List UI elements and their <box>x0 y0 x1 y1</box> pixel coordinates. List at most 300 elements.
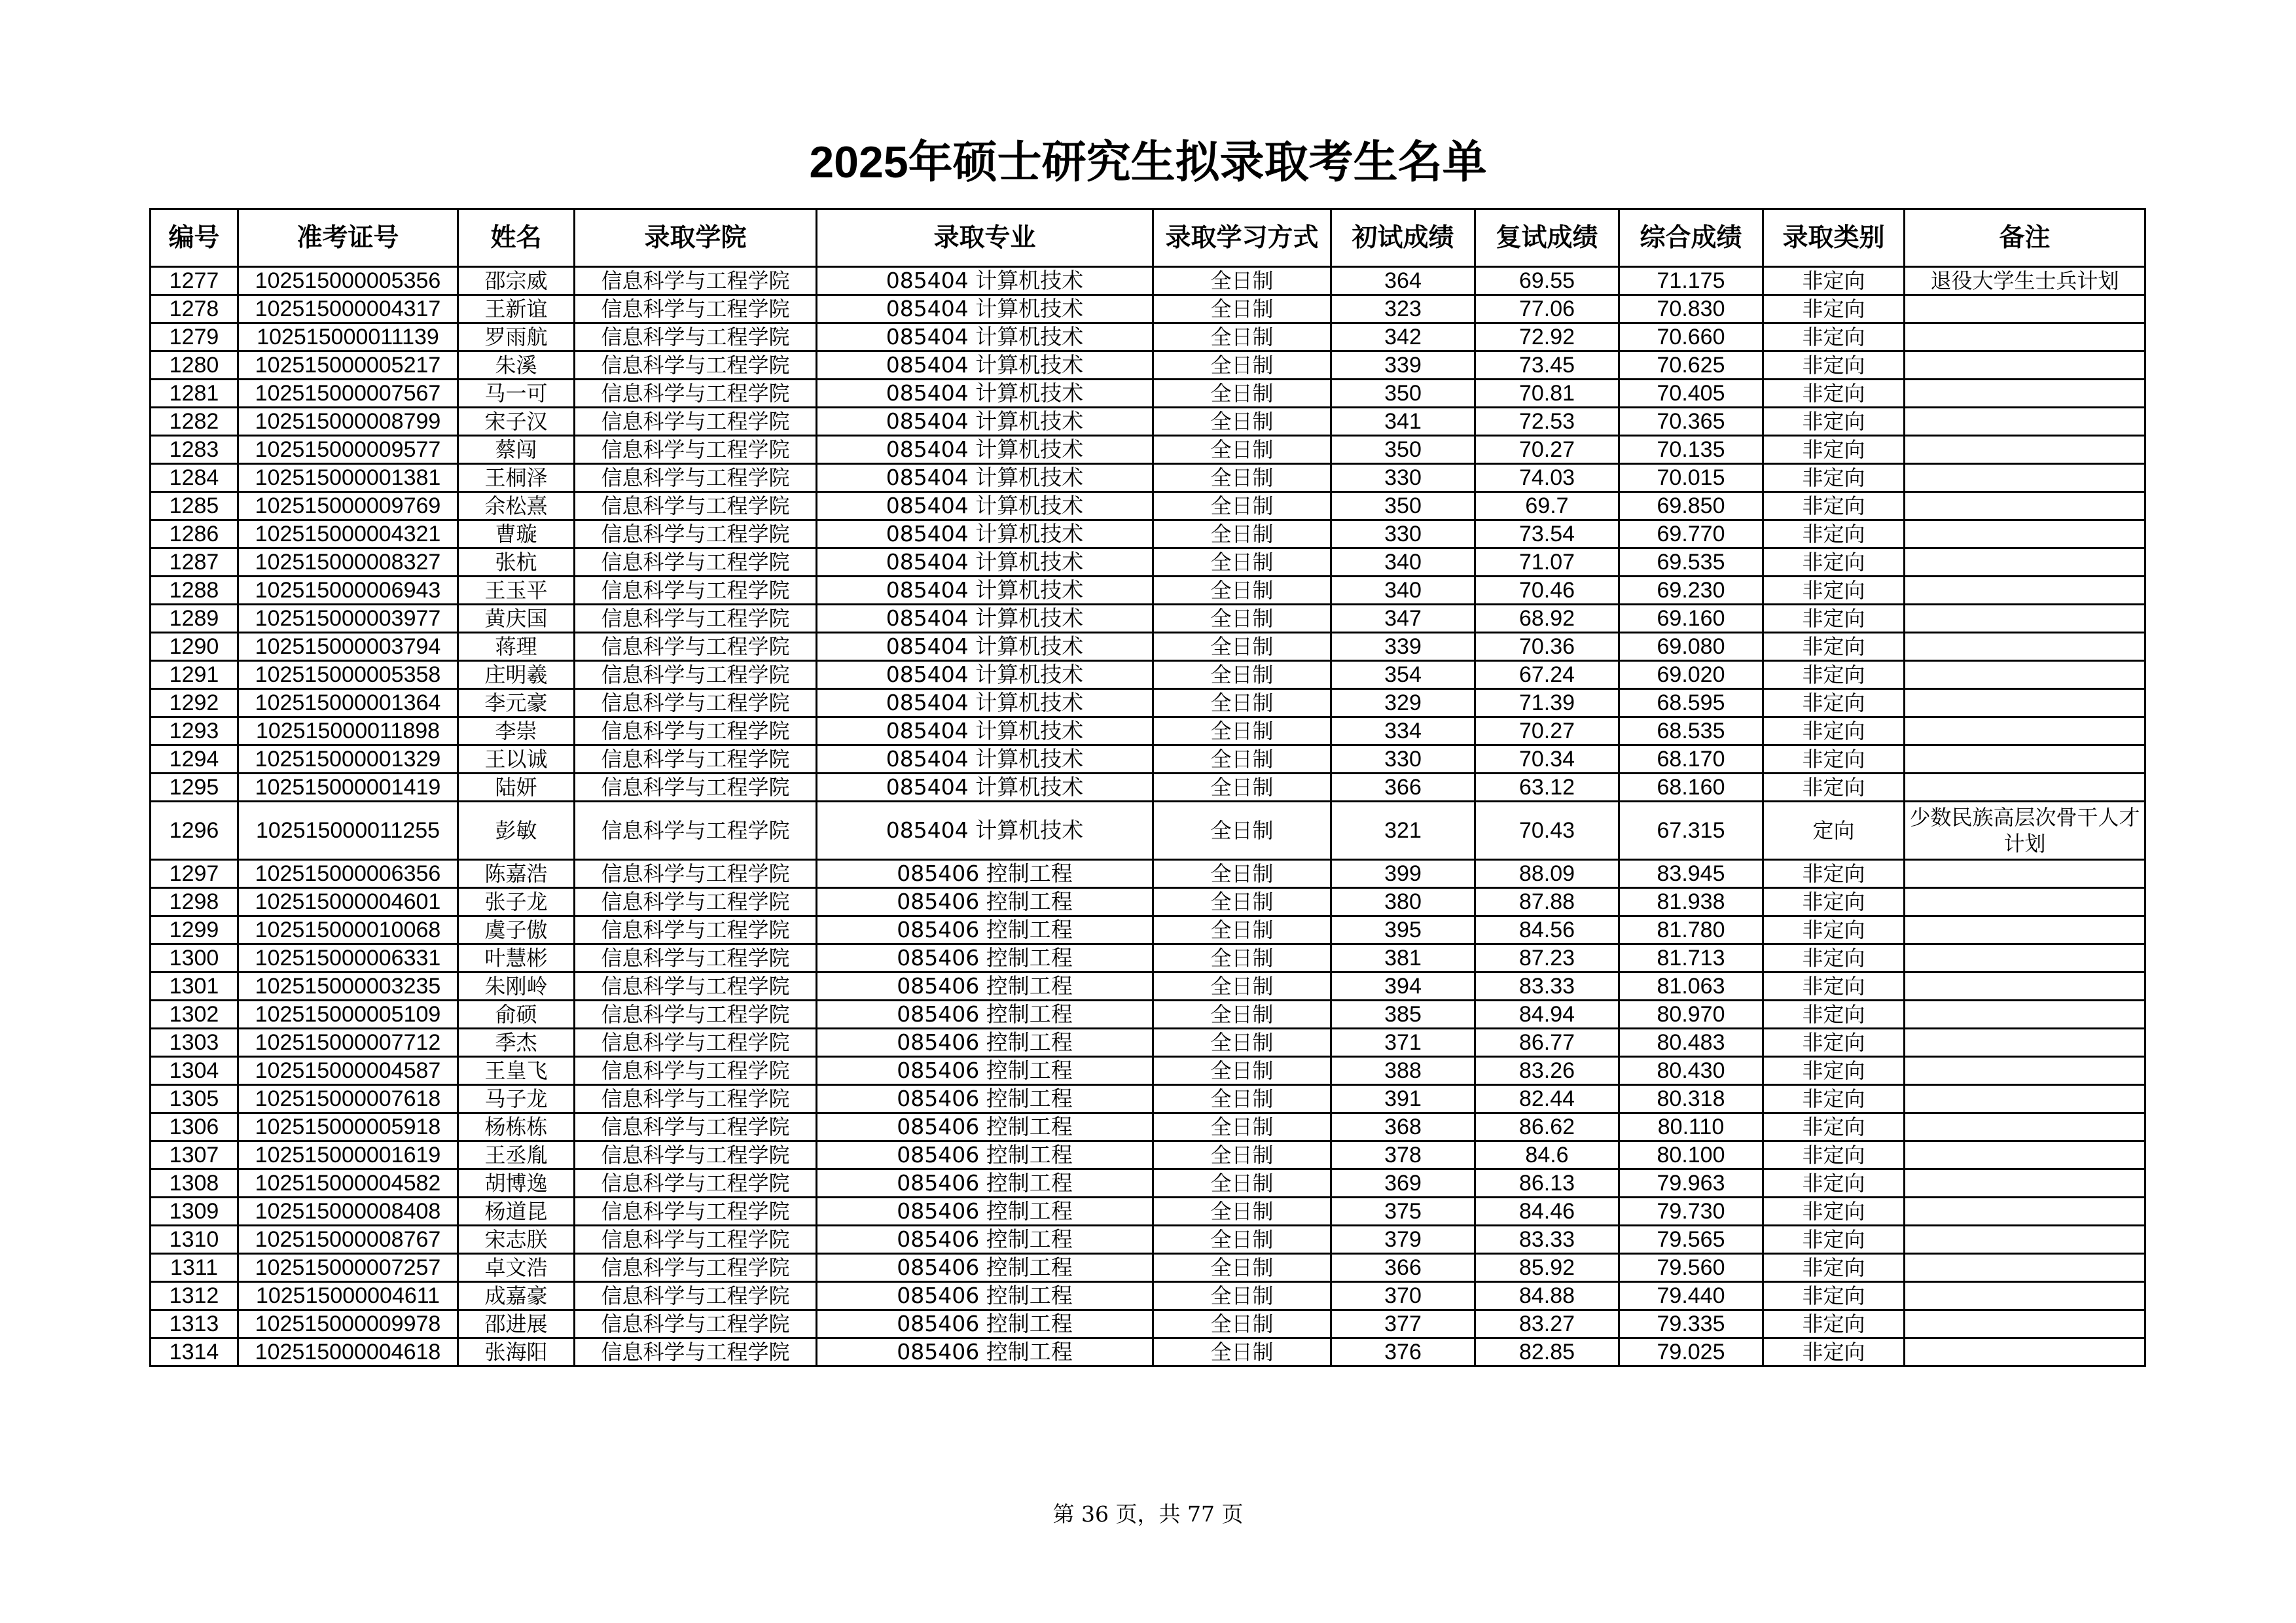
cell-retest-score: 87.23 <box>1475 944 1619 972</box>
cell-major: 085404 计算机技术 <box>817 633 1153 661</box>
cell-initial-score: 334 <box>1331 717 1475 745</box>
cell-number: 1298 <box>151 888 238 916</box>
cell-initial-score: 340 <box>1331 577 1475 605</box>
cell-retest-score: 84.94 <box>1475 1001 1619 1029</box>
table-row <box>151 916 2145 944</box>
cell-major: 085404 计算机技术 <box>817 520 1153 548</box>
cell-retest-score: 82.44 <box>1475 1085 1619 1113</box>
cell-total-score: 68.160 <box>1619 774 1763 802</box>
cell-remarks <box>1905 1029 2145 1057</box>
cell-retest-score: 84.88 <box>1475 1282 1619 1310</box>
table-row <box>151 492 2145 520</box>
cell-number: 1292 <box>151 689 238 717</box>
cell-category: 非定向 <box>1763 860 1905 888</box>
cell-name: 宋子汉 <box>458 408 575 436</box>
cell-category: 非定向 <box>1763 1282 1905 1310</box>
header-cell-exam-id: 准考证号 <box>238 209 458 267</box>
cell-remarks <box>1905 860 2145 888</box>
cell-college: 信息科学与工程学院 <box>575 492 817 520</box>
cell-major: 085404 计算机技术 <box>817 351 1153 380</box>
table-row <box>151 464 2145 492</box>
cell-remarks <box>1905 351 2145 380</box>
cell-name: 张杭 <box>458 548 575 577</box>
cell-remarks <box>1905 408 2145 436</box>
cell-name: 马子龙 <box>458 1085 575 1113</box>
cell-remarks <box>1905 464 2145 492</box>
cell-category: 非定向 <box>1763 408 1905 436</box>
cell-remarks <box>1905 605 2145 633</box>
cell-category: 非定向 <box>1763 972 1905 1001</box>
cell-study-mode: 全日制 <box>1153 745 1331 774</box>
table-row <box>151 520 2145 548</box>
table-row <box>151 802 2145 860</box>
cell-remarks <box>1905 1169 2145 1198</box>
cell-major: 085404 计算机技术 <box>817 605 1153 633</box>
cell-college: 信息科学与工程学院 <box>575 745 817 774</box>
cell-retest-score: 73.54 <box>1475 520 1619 548</box>
table-row <box>151 633 2145 661</box>
cell-retest-score: 86.62 <box>1475 1113 1619 1141</box>
cell-exam-id: 102515000006356 <box>238 860 458 888</box>
cell-retest-score: 67.24 <box>1475 661 1619 689</box>
cell-study-mode: 全日制 <box>1153 1338 1331 1366</box>
header-cell-study-mode: 录取学习方式 <box>1153 209 1331 267</box>
cell-major: 085406 控制工程 <box>817 1057 1153 1085</box>
cell-college: 信息科学与工程学院 <box>575 774 817 802</box>
cell-name: 庄明羲 <box>458 661 575 689</box>
cell-exam-id: 102515000005109 <box>238 1001 458 1029</box>
cell-name: 杨栋栋 <box>458 1113 575 1141</box>
cell-major: 085404 计算机技术 <box>817 774 1153 802</box>
cell-number: 1286 <box>151 520 238 548</box>
cell-name: 朱刚岭 <box>458 972 575 1001</box>
cell-college: 信息科学与工程学院 <box>575 689 817 717</box>
cell-name: 叶慧彬 <box>458 944 575 972</box>
cell-category: 非定向 <box>1763 1057 1905 1085</box>
cell-remarks <box>1905 774 2145 802</box>
cell-exam-id: 102515000001329 <box>238 745 458 774</box>
cell-major: 085404 计算机技术 <box>817 323 1153 351</box>
page-footer: 第 36 页，共 77 页 <box>1052 1501 1244 1527</box>
header-row <box>151 209 2145 267</box>
cell-total-score: 70.625 <box>1619 351 1763 380</box>
cell-remarks <box>1905 1254 2145 1282</box>
cell-retest-score: 83.27 <box>1475 1310 1619 1338</box>
cell-number: 1307 <box>151 1141 238 1169</box>
cell-exam-id: 102515000007567 <box>238 380 458 408</box>
cell-major: 085404 计算机技术 <box>817 661 1153 689</box>
cell-number: 1314 <box>151 1338 238 1366</box>
table-row <box>151 745 2145 774</box>
cell-number: 1306 <box>151 1113 238 1141</box>
cell-name: 虞子傲 <box>458 916 575 944</box>
cell-study-mode: 全日制 <box>1153 972 1331 1001</box>
cell-category: 非定向 <box>1763 1113 1905 1141</box>
cell-remarks <box>1905 1282 2145 1310</box>
cell-total-score: 79.440 <box>1619 1282 1763 1310</box>
table-row <box>151 717 2145 745</box>
cell-name: 张海阳 <box>458 1338 575 1366</box>
cell-college: 信息科学与工程学院 <box>575 1226 817 1254</box>
cell-major: 085406 控制工程 <box>817 1169 1153 1198</box>
cell-remarks <box>1905 661 2145 689</box>
cell-major: 085404 计算机技术 <box>817 577 1153 605</box>
table-row <box>151 267 2145 295</box>
cell-major: 085406 控制工程 <box>817 972 1153 1001</box>
cell-college: 信息科学与工程学院 <box>575 944 817 972</box>
table-row <box>151 1001 2145 1029</box>
cell-study-mode: 全日制 <box>1153 436 1331 464</box>
table-row <box>151 1338 2145 1366</box>
cell-name: 邵宗威 <box>458 267 575 295</box>
cell-major: 085406 控制工程 <box>817 916 1153 944</box>
cell-total-score: 83.945 <box>1619 860 1763 888</box>
cell-college: 信息科学与工程学院 <box>575 916 817 944</box>
cell-major: 085404 计算机技术 <box>817 802 1153 860</box>
header-cell-number: 编号 <box>151 209 238 267</box>
cell-total-score: 81.713 <box>1619 944 1763 972</box>
cell-retest-score: 70.27 <box>1475 717 1619 745</box>
table-row <box>151 1254 2145 1282</box>
cell-number: 1304 <box>151 1057 238 1085</box>
cell-number: 1313 <box>151 1310 238 1338</box>
cell-retest-score: 70.36 <box>1475 633 1619 661</box>
cell-exam-id: 102515000001364 <box>238 689 458 717</box>
cell-exam-id: 102515000004321 <box>238 520 458 548</box>
cell-total-score: 79.963 <box>1619 1169 1763 1198</box>
cell-remarks <box>1905 1198 2145 1226</box>
cell-category: 非定向 <box>1763 380 1905 408</box>
cell-exam-id: 102515000011898 <box>238 717 458 745</box>
cell-category: 非定向 <box>1763 1141 1905 1169</box>
cell-category: 非定向 <box>1763 689 1905 717</box>
cell-study-mode: 全日制 <box>1153 1198 1331 1226</box>
cell-total-score: 69.535 <box>1619 548 1763 577</box>
cell-total-score: 70.660 <box>1619 323 1763 351</box>
cell-exam-id: 102515000007257 <box>238 1254 458 1282</box>
admission-table <box>149 208 2146 1367</box>
cell-initial-score: 330 <box>1331 464 1475 492</box>
cell-total-score: 80.430 <box>1619 1057 1763 1085</box>
cell-retest-score: 84.46 <box>1475 1198 1619 1226</box>
cell-study-mode: 全日制 <box>1153 1001 1331 1029</box>
cell-number: 1310 <box>151 1226 238 1254</box>
cell-number: 1301 <box>151 972 238 1001</box>
cell-remarks <box>1905 717 2145 745</box>
cell-retest-score: 82.85 <box>1475 1338 1619 1366</box>
table-row <box>151 661 2145 689</box>
cell-initial-score: 371 <box>1331 1029 1475 1057</box>
cell-study-mode: 全日制 <box>1153 1282 1331 1310</box>
cell-remarks <box>1905 520 2145 548</box>
cell-name: 张子龙 <box>458 888 575 916</box>
cell-remarks <box>1905 888 2145 916</box>
cell-initial-score: 391 <box>1331 1085 1475 1113</box>
cell-study-mode: 全日制 <box>1153 888 1331 916</box>
cell-study-mode: 全日制 <box>1153 1057 1331 1085</box>
cell-study-mode: 全日制 <box>1153 1029 1331 1057</box>
header-cell-category: 录取类别 <box>1763 209 1905 267</box>
table-row <box>151 689 2145 717</box>
cell-study-mode: 全日制 <box>1153 1310 1331 1338</box>
cell-study-mode: 全日制 <box>1153 633 1331 661</box>
cell-initial-score: 369 <box>1331 1169 1475 1198</box>
cell-exam-id: 102515000003235 <box>238 972 458 1001</box>
cell-category: 非定向 <box>1763 1001 1905 1029</box>
cell-name: 王桐泽 <box>458 464 575 492</box>
cell-total-score: 81.780 <box>1619 916 1763 944</box>
cell-retest-score: 83.33 <box>1475 1226 1619 1254</box>
cell-remarks <box>1905 1226 2145 1254</box>
cell-exam-id: 102515000005358 <box>238 661 458 689</box>
cell-category: 非定向 <box>1763 577 1905 605</box>
cell-initial-score: 323 <box>1331 295 1475 323</box>
cell-major: 085404 计算机技术 <box>817 492 1153 520</box>
cell-category: 非定向 <box>1763 605 1905 633</box>
cell-major: 085406 控制工程 <box>817 1029 1153 1057</box>
cell-category: 非定向 <box>1763 1254 1905 1282</box>
cell-name: 杨道昆 <box>458 1198 575 1226</box>
cell-major: 085404 计算机技术 <box>817 267 1153 295</box>
cell-major: 085406 控制工程 <box>817 860 1153 888</box>
cell-number: 1294 <box>151 745 238 774</box>
cell-number: 1283 <box>151 436 238 464</box>
cell-retest-score: 69.7 <box>1475 492 1619 520</box>
cell-exam-id: 102515000009978 <box>238 1310 458 1338</box>
cell-number: 1293 <box>151 717 238 745</box>
cell-category: 非定向 <box>1763 436 1905 464</box>
cell-exam-id: 102515000008767 <box>238 1226 458 1254</box>
cell-name: 李元豪 <box>458 689 575 717</box>
cell-remarks <box>1905 323 2145 351</box>
cell-major: 085406 控制工程 <box>817 1338 1153 1366</box>
cell-retest-score: 72.92 <box>1475 323 1619 351</box>
cell-retest-score: 70.81 <box>1475 380 1619 408</box>
cell-major: 085406 控制工程 <box>817 1113 1153 1141</box>
header-cell-total-score: 综合成绩 <box>1619 209 1763 267</box>
cell-college: 信息科学与工程学院 <box>575 267 817 295</box>
cell-initial-score: 354 <box>1331 661 1475 689</box>
cell-major: 085404 计算机技术 <box>817 745 1153 774</box>
cell-number: 1312 <box>151 1282 238 1310</box>
cell-number: 1311 <box>151 1254 238 1282</box>
cell-exam-id: 102515000004317 <box>238 295 458 323</box>
cell-college: 信息科学与工程学院 <box>575 802 817 860</box>
cell-total-score: 80.970 <box>1619 1001 1763 1029</box>
cell-major: 085406 控制工程 <box>817 888 1153 916</box>
cell-initial-score: 378 <box>1331 1141 1475 1169</box>
cell-total-score: 79.565 <box>1619 1226 1763 1254</box>
cell-exam-id: 102515000003977 <box>238 605 458 633</box>
cell-study-mode: 全日制 <box>1153 351 1331 380</box>
cell-category: 非定向 <box>1763 1310 1905 1338</box>
table-row <box>151 944 2145 972</box>
cell-major: 085406 控制工程 <box>817 1226 1153 1254</box>
cell-exam-id: 102515000003794 <box>238 633 458 661</box>
cell-study-mode: 全日制 <box>1153 774 1331 802</box>
cell-college: 信息科学与工程学院 <box>575 1310 817 1338</box>
cell-study-mode: 全日制 <box>1153 577 1331 605</box>
cell-category: 非定向 <box>1763 717 1905 745</box>
cell-remarks <box>1905 380 2145 408</box>
cell-exam-id: 102515000008799 <box>238 408 458 436</box>
cell-exam-id: 102515000006331 <box>238 944 458 972</box>
cell-category: 非定向 <box>1763 464 1905 492</box>
cell-college: 信息科学与工程学院 <box>575 520 817 548</box>
cell-number: 1277 <box>151 267 238 295</box>
cell-number: 1309 <box>151 1198 238 1226</box>
cell-major: 085404 计算机技术 <box>817 548 1153 577</box>
cell-category: 非定向 <box>1763 1226 1905 1254</box>
cell-study-mode: 全日制 <box>1153 1085 1331 1113</box>
cell-remarks <box>1905 1057 2145 1085</box>
cell-remarks <box>1905 1113 2145 1141</box>
cell-total-score: 80.110 <box>1619 1113 1763 1141</box>
page-title: 2025年硕士研究生拟录取考生名单 <box>809 137 1487 187</box>
cell-study-mode: 全日制 <box>1153 944 1331 972</box>
cell-retest-score: 83.33 <box>1475 972 1619 1001</box>
cell-exam-id: 102515000004582 <box>238 1169 458 1198</box>
cell-retest-score: 77.06 <box>1475 295 1619 323</box>
cell-number: 1300 <box>151 944 238 972</box>
cell-name: 王玉平 <box>458 577 575 605</box>
cell-college: 信息科学与工程学院 <box>575 1254 817 1282</box>
cell-total-score: 70.015 <box>1619 464 1763 492</box>
cell-total-score: 81.063 <box>1619 972 1763 1001</box>
cell-total-score: 67.315 <box>1619 802 1763 860</box>
cell-name: 王丞胤 <box>458 1141 575 1169</box>
cell-study-mode: 全日制 <box>1153 860 1331 888</box>
cell-major: 085404 计算机技术 <box>817 380 1153 408</box>
cell-total-score: 80.483 <box>1619 1029 1763 1057</box>
cell-college: 信息科学与工程学院 <box>575 323 817 351</box>
cell-exam-id: 102515000004587 <box>238 1057 458 1085</box>
cell-college: 信息科学与工程学院 <box>575 380 817 408</box>
cell-category: 非定向 <box>1763 944 1905 972</box>
cell-study-mode: 全日制 <box>1153 295 1331 323</box>
cell-initial-score: 366 <box>1331 1254 1475 1282</box>
cell-major: 085406 控制工程 <box>817 1085 1153 1113</box>
table-row <box>151 1141 2145 1169</box>
cell-remarks <box>1905 548 2145 577</box>
cell-number: 1291 <box>151 661 238 689</box>
cell-category: 非定向 <box>1763 745 1905 774</box>
cell-name: 陈嘉浩 <box>458 860 575 888</box>
cell-major: 085404 计算机技术 <box>817 717 1153 745</box>
cell-initial-score: 339 <box>1331 633 1475 661</box>
cell-total-score: 81.938 <box>1619 888 1763 916</box>
cell-major: 085406 控制工程 <box>817 1001 1153 1029</box>
cell-study-mode: 全日制 <box>1153 916 1331 944</box>
cell-category: 非定向 <box>1763 1169 1905 1198</box>
cell-remarks <box>1905 1310 2145 1338</box>
cell-initial-score: 342 <box>1331 323 1475 351</box>
cell-exam-id: 102515000005217 <box>238 351 458 380</box>
cell-retest-score: 70.43 <box>1475 802 1619 860</box>
cell-initial-score: 366 <box>1331 774 1475 802</box>
cell-name: 余松熹 <box>458 492 575 520</box>
table-row <box>151 888 2145 916</box>
cell-major: 085404 计算机技术 <box>817 295 1153 323</box>
cell-retest-score: 72.53 <box>1475 408 1619 436</box>
cell-total-score: 79.560 <box>1619 1254 1763 1282</box>
cell-study-mode: 全日制 <box>1153 464 1331 492</box>
cell-college: 信息科学与工程学院 <box>575 1169 817 1198</box>
table-row <box>151 380 2145 408</box>
cell-name: 彭敏 <box>458 802 575 860</box>
header-cell-remarks: 备注 <box>1905 209 2145 267</box>
cell-exam-id: 102515000001381 <box>238 464 458 492</box>
cell-college: 信息科学与工程学院 <box>575 1141 817 1169</box>
cell-number: 1299 <box>151 916 238 944</box>
cell-exam-id: 102515000007712 <box>238 1029 458 1057</box>
cell-retest-score: 86.77 <box>1475 1029 1619 1057</box>
cell-study-mode: 全日制 <box>1153 605 1331 633</box>
cell-initial-score: 394 <box>1331 972 1475 1001</box>
cell-total-score: 70.830 <box>1619 295 1763 323</box>
cell-college: 信息科学与工程学院 <box>575 1338 817 1366</box>
cell-remarks <box>1905 436 2145 464</box>
cell-number: 1290 <box>151 633 238 661</box>
cell-initial-score: 341 <box>1331 408 1475 436</box>
cell-total-score: 71.175 <box>1619 267 1763 295</box>
cell-name: 马一可 <box>458 380 575 408</box>
table-row <box>151 1282 2145 1310</box>
cell-retest-score: 85.92 <box>1475 1254 1619 1282</box>
cell-study-mode: 全日制 <box>1153 1141 1331 1169</box>
header-cell-college: 录取学院 <box>575 209 817 267</box>
cell-name: 陆妍 <box>458 774 575 802</box>
cell-exam-id: 102515000006943 <box>238 577 458 605</box>
cell-exam-id: 102515000010068 <box>238 916 458 944</box>
header-cell-name: 姓名 <box>458 209 575 267</box>
cell-remarks <box>1905 1001 2145 1029</box>
cell-remarks <box>1905 633 2145 661</box>
header-cell-major: 录取专业 <box>817 209 1153 267</box>
cell-college: 信息科学与工程学院 <box>575 464 817 492</box>
cell-initial-score: 385 <box>1331 1001 1475 1029</box>
table-row <box>151 295 2145 323</box>
cell-initial-score: 375 <box>1331 1198 1475 1226</box>
cell-study-mode: 全日制 <box>1153 1169 1331 1198</box>
cell-college: 信息科学与工程学院 <box>575 351 817 380</box>
cell-name: 蔡闯 <box>458 436 575 464</box>
cell-initial-score: 364 <box>1331 267 1475 295</box>
cell-remarks <box>1905 916 2145 944</box>
cell-college: 信息科学与工程学院 <box>575 1085 817 1113</box>
cell-major: 085406 控制工程 <box>817 1198 1153 1226</box>
cell-study-mode: 全日制 <box>1153 548 1331 577</box>
cell-study-mode: 全日制 <box>1153 1113 1331 1141</box>
cell-total-score: 69.160 <box>1619 605 1763 633</box>
cell-total-score: 70.365 <box>1619 408 1763 436</box>
cell-total-score: 69.020 <box>1619 661 1763 689</box>
cell-major: 085406 控制工程 <box>817 1254 1153 1282</box>
cell-category: 非定向 <box>1763 492 1905 520</box>
cell-remarks <box>1905 745 2145 774</box>
cell-name: 成嘉豪 <box>458 1282 575 1310</box>
cell-total-score: 68.535 <box>1619 717 1763 745</box>
cell-retest-score: 63.12 <box>1475 774 1619 802</box>
cell-college: 信息科学与工程学院 <box>575 436 817 464</box>
cell-category: 非定向 <box>1763 295 1905 323</box>
table-body <box>151 267 2145 1366</box>
table-row <box>151 1169 2145 1198</box>
cell-category: 非定向 <box>1763 351 1905 380</box>
cell-retest-score: 70.46 <box>1475 577 1619 605</box>
table-row <box>151 1226 2145 1254</box>
cell-college: 信息科学与工程学院 <box>575 1057 817 1085</box>
